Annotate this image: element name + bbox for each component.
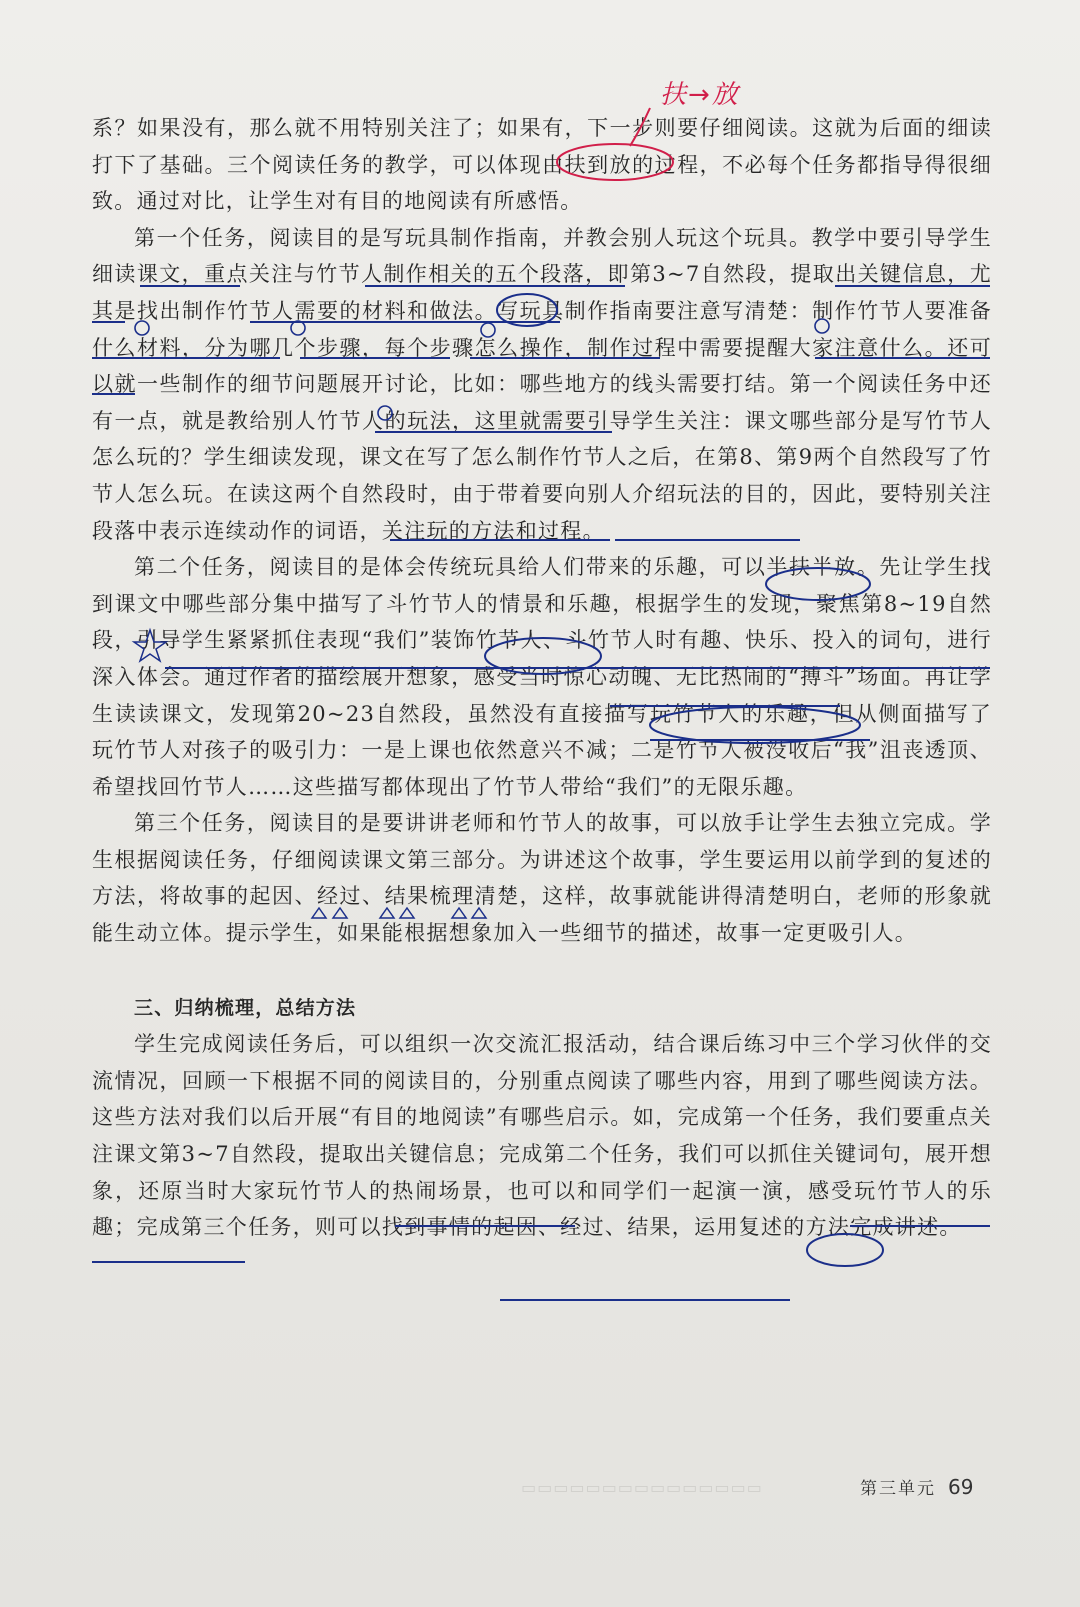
page-footer [860, 1474, 973, 1499]
paragraph-4: 第三个任务，阅读目的是要讲讲老师和竹节人的故事，可以放手让学生去独立完成。学生根据阅读任务，仔细阅读课文第三部分。为讲述这个故事，学生要运用以前学到的复述的方法，将故事的起因、经过、结果梳理清楚，这样，故事就能讲得清楚明白，老师的形象就能生动立体。提示学生，如果能根据想象加入一些细节的描述，故事一定更吸引人。 [92, 811, 992, 946]
page-body [92, 110, 992, 1246]
paragraph-3: 第二个任务，阅读目的是体会传统玩具给人们带来的乐趣，可以半扶半放。先让学生找到课文中哪些部分集中描写了斗竹节人的情景和乐趣，根据学生的发现，聚焦第8~19自然段，引导学生紧紧抓住表现“我们”装饰竹节人、斗竹节人时有趣、快乐、投入的词句，进行深入体会。通过作者的描绘展开想象，感受当时惊心动魄、无比热闹的“搏斗”场面。再让学生读读课文，发现第20~23自然段，虽然没有直接描写玩竹节人的乐趣，但从侧面描写了玩竹节人对孩子的吸引力：一是上课也依然意兴不减；二是竹节人被没收后“我”沮丧透顶、希望找回竹节人……这些描写都体现出了竹节人带给“我们”的无限乐趣。 [92, 555, 992, 799]
paragraph-2: 第一个任务，阅读目的是写玩具制作指南，并教会别人玩这个玩具。教学中要引导学生细读课文，重点关注与竹节人制作相关的五个段落，即第3~7自然段，提取出关键信息，尤其是找出制作竹节人需要的材料和做法。写玩具制作指南要注意写清楚：制作竹节人要准备什么材料，分为哪几个步骤，每个步骤怎么操作，制作过程中需要提醒大家注意什么。还可以就一些制作的细节问题展开讨论，比如：哪些地方的线头需要打结。第一个阅读任务中还有一点，就是教给别人竹节人的玩法，这里就需要引导学生关注：课文哪些部分是写竹节人怎么玩的？学生细读发现，课文在写了怎么制作竹节人之后，在第8、第9两个自然段写了竹节人怎么玩。在读这两个自然段时，由于带着要向别人介绍玩法的目的，因此，要特别关注段落中表示连续动作的词语，关注玩的方法和过程。 [92, 225, 992, 543]
unit-label: 第三单元 [860, 1479, 936, 1499]
section-heading: 三、归纳梳理，总结方法 [134, 996, 357, 1019]
page-number: 69 [948, 1475, 974, 1499]
bleed-through-text: ▭▭▭▭▭▭▭▭▭▭▭▭▭▭▭ [520, 1478, 762, 1497]
handwritten-annotation: 扶→放 [660, 80, 740, 110]
paragraph-5: 学生完成阅读任务后，可以组织一次交流汇报活动，结合课后练习中三个学习伙伴的交流情况，回顾一下根据不同的阅读目的，分别重点阅读了哪些内容，用到了哪些阅读方法。这些方法对我们以后开展“有目的地阅读”有哪些启示。如，完成第一个任务，我们要重点关注课文第3~7自然段，提取出关键信息；完成第二个任务，我们可以抓住关键词句，展开想象，还原当时大家玩竹节人的热闹场景，也可以和同学们一起演一演，感受玩竹节人的乐趣；完成第三个任务，则可以找到事情的起因、经过、结果，运用复述的方法完成讲述。 [92, 1032, 992, 1240]
paragraph-1: 系？如果没有，那么就不用特别关注了；如果有，下一步则要仔细阅读。这就为后面的细读打下了基础。三个阅读任务的教学，可以体现由扶到放的过程，不必每个任务都指导得很细致。通过对比，让学生对有目的地阅读有所感悟。 [92, 116, 992, 214]
